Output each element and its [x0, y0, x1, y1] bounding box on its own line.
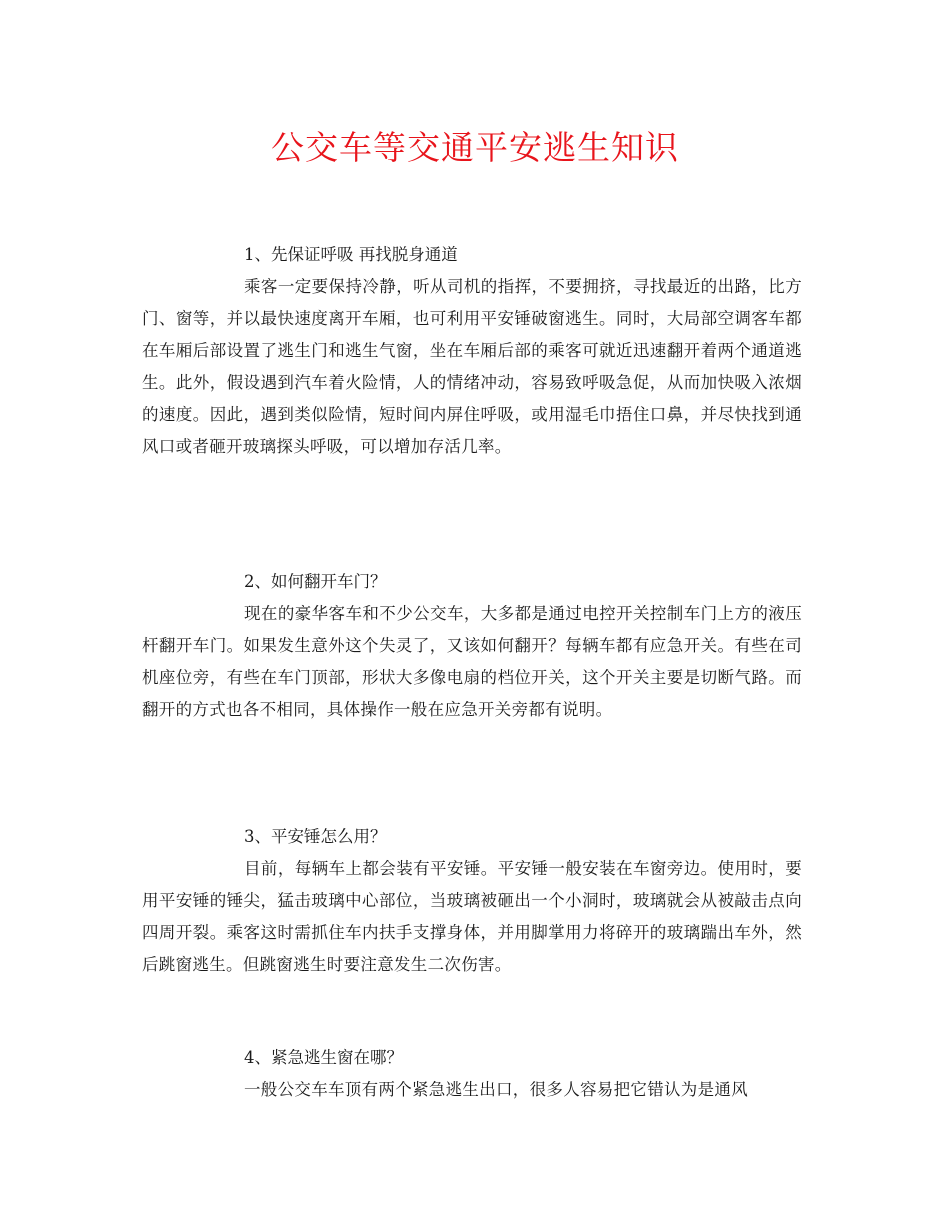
- section-2: [142, 566, 802, 726]
- section-heading: 2、如何翻开车门？: [244, 572, 387, 591]
- section-body: 乘客一定要保持冷静，听从司机的指挥，不要拥挤，寻找最近的出路，比方门、窗等，并以最快速度离开车厢，也可利用平安锤破窗逃生。同时，大局部空调客车都在车厢后部设置了逃生门和逃生气窗，坐在车厢后部的乘客可就近迅速翻开着两个通道逃生。此外，假设遇到汽车着火险情，人的情绪冲动，容易致呼吸急促，从而加快吸入浓烟的速度。因此，遇到类似险情，短时间内屏住呼吸，或用湿毛巾捂住口鼻，并尽快找到通风口或者砸开玻璃探头呼吸，可以增加存活几率。: [142, 277, 802, 456]
- section-body: 现在的豪华客车和不少公交车，大多都是通过电控开关控制车门上方的液压杆翻开车门。如果发生意外这个失灵了，又该如何翻开？每辆车都有应急开关。有些在司机座位旁，有些在车门顶部，形状大多像电扇的档位开关，这个开关主要是切断气路。而翻开的方式也各不相同，具体操作一般在应急开关旁都有说明。: [142, 604, 802, 719]
- section-heading: 1、先保证呼吸 再找脱身通道: [244, 245, 458, 264]
- document-title: 公交车等交通平安逃生知识: [271, 128, 679, 167]
- section-4: [142, 1042, 802, 1106]
- section-1: [142, 239, 802, 463]
- section-body: 一般公交车车顶有两个紧急逃生出口，很多人容易把它错认为是通风: [244, 1080, 748, 1099]
- section-3: [142, 821, 802, 981]
- section-heading: 4、紧急逃生窗在哪？: [244, 1048, 403, 1067]
- section-heading: 3、平安锤怎么用？: [244, 827, 387, 846]
- section-body: 目前，每辆车上都会装有平安锤。平安锤一般安装在车窗旁边。使用时，要用平安锤的锤尖，猛击玻璃中心部位，当玻璃被砸出一个小洞时，玻璃就会从被敲击点向四周开裂。乘客这时需抓住车内扶手支撑身体，并用脚掌用力将碎开的玻璃踹出车外，然后跳窗逃生。但跳窗逃生时要注意发生二次伤害。: [142, 859, 802, 974]
